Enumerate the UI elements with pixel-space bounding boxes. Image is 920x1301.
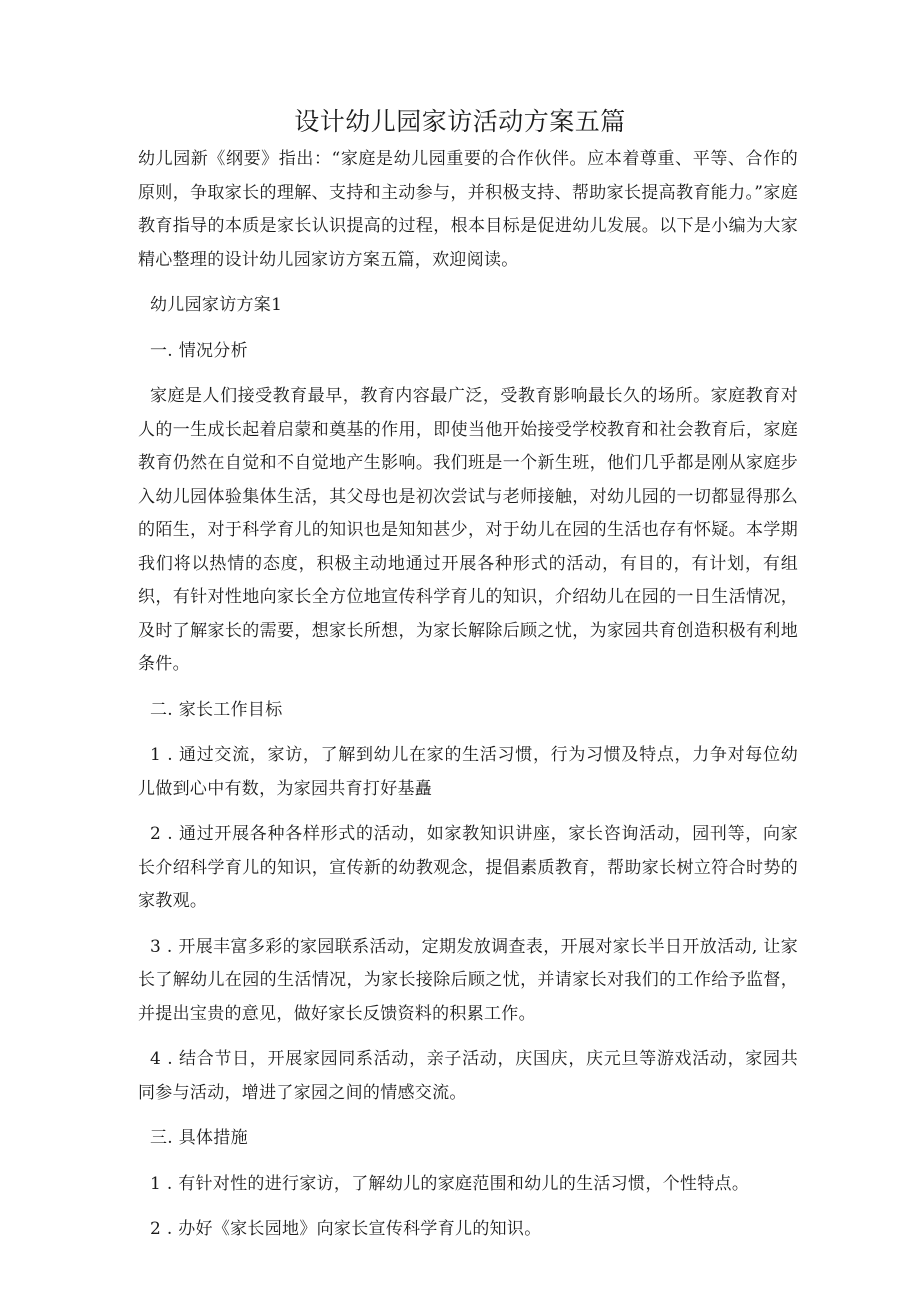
goal-item-4: 4 . 结合节日，开展家园同系活动，亲子活动，庆国庆，庆元旦等游戏活动，家园共同参与活动，增进了家园之间的情感交流。 [138,1049,798,1103]
document-body [138,143,798,1259]
goal-item-3: 3 . 开展丰富多彩的家园联系活动，定期发放调查表，开展对家长半日开放活动, 让家长了解幼儿在园的生活情况，为家长接除后顾之忧，并请家长对我们的工作给予监督，并提出宝贵的意见，做好家长反馈资料的积累工作。 [138,936,798,1024]
document-title: 设计幼儿园家访活动方案五篇 [294,107,626,136]
intro-paragraph: 幼儿园新《纲要》指出：“家庭是幼儿园重要的合作伙伴。应本着尊重、平等、合作的原则，争取家长的理解、支持和主动参与，并积极支持、帮助家长提高教育能力。”家庭教育指导的本质是家长认识提高的过程，根本目标是促进幼儿发展。以下是小编为大家精心整理的设计幼儿园家访方案五篇，欢迎阅读。 [138,149,798,270]
section-heading-specific-measures: 三. 具体措施 [150,1128,248,1148]
section-heading-situation-analysis: 一. 情况分析 [150,340,248,361]
situation-analysis-paragraph: 家庭是人们接受教育最早，教育内容最广泛，受教育影响最长久的场所。家庭教育对人的一生成长起着启蒙和奠基的作用，即使当他开始接受学校教育和社会教育后，家庭教育仍然在自觉和不自觉地产生影响。我们班是一个新生班，他们几乎都是刚从家庭步入幼儿园体验集体生活，其父母也是初次尝试与老师接触，对幼儿园的一切都显得那么的陌生，对于科学育儿的知识也是知知甚少，对于幼儿在园的生活也存有怀疑。本学期我们将以热情的态度，积极主动地通过开展各种形式的活动，有目的，有计划，有组织，有针对性地向家长全方位地宣传科学育儿的知识，介绍幼儿在园的一日生活情况，及时了解家长的需要，想家长所想，为家长解除后顾之忧，为家园共育创造积极有利地条件。 [138,386,798,674]
goal-item-2: 2 . 通过开展各种各样形式的活动，如家教知识讲座，家长咨询活动，园刊等，向家长介绍科学育儿的知识，宣传新的幼教观念，提倡素质教育，帮助家长树立符合时势的家教观。 [138,824,798,911]
measure-item-2: 2 . 办好《家长园地》向家长宣传科学育儿的知识。 [150,1219,542,1239]
plan-title: 幼儿园家访方案1 [150,295,283,315]
section-heading-parent-work-goals: 二. 家长工作目标 [150,699,283,720]
measure-item-1: 1 . 有针对性的进行家访，了解幼儿的家庭范围和幼儿的生活习惯，个性特点。 [150,1173,750,1194]
goal-item-1: 1 . 通过交流，家访，了解到幼儿在家的生活习惯，行为习惯及特点，力争对每位幼儿做到心中有数，为家园共育打好基矗 [138,745,798,799]
